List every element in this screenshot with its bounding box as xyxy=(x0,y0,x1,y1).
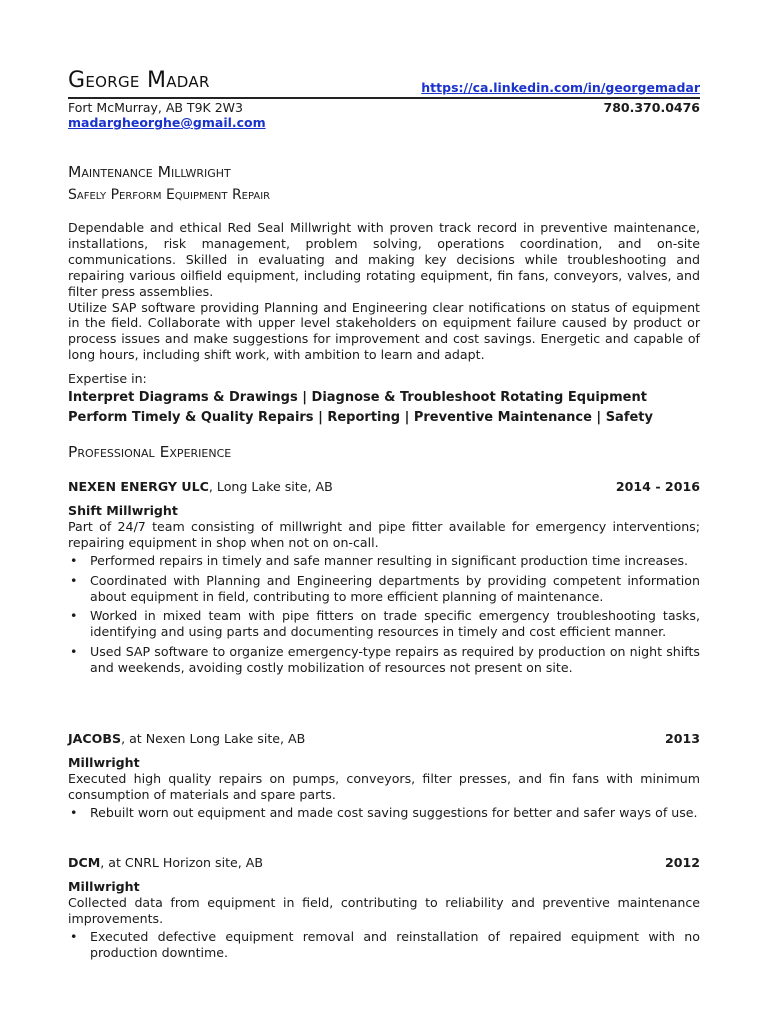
experience-heading: Professional Experience xyxy=(68,443,232,461)
expertise-line-2: Perform Timely & Quality Repairs | Reporting | Preventive Maintenance | Safety xyxy=(68,410,653,425)
job-bullets xyxy=(68,805,700,821)
job-description: Part of 24/7 team consisting of millwright and pipe fitter available for emergency interventions; repairing equipment in shop when not on on-call. xyxy=(68,518,700,550)
job-entry xyxy=(68,479,700,680)
candidate-name: George Madar xyxy=(68,68,210,93)
list-item xyxy=(68,573,700,605)
job-header xyxy=(68,855,700,873)
expertise-label: Expertise in: xyxy=(68,371,147,386)
job-years: 2013 xyxy=(664,731,700,746)
company-name: NEXEN ENERGY ULC xyxy=(68,479,209,494)
bullet-text: Used SAP software to organize emergency-type repairs as required by production on night shifts and weekends, avoiding costly mobilization of resources not present on site. xyxy=(90,644,700,676)
summary-paragraph-2: Utilize SAP software providing Planning and Engineering clear notifications on status of equipment in the field. Collaborate with upper level stakeholders on equipment failure caused by product or process issues and make suggestions for improvement and cost savings. Energetic and capable of long hours, including shift work, with ambition to learn and adapt. xyxy=(68,299,700,363)
company-location: , Long Lake site, AB xyxy=(208,479,333,494)
bullet-icon: • xyxy=(70,928,78,944)
linkedin-link[interactable]: https://ca.linkedin.com/in/georgemadar xyxy=(421,80,700,95)
job-entry xyxy=(68,855,700,965)
bullet-text: Rebuilt worn out equipment and made cost saving suggestions for better and safer ways of use. xyxy=(90,804,698,820)
list-item xyxy=(68,608,700,640)
list-item xyxy=(68,805,700,821)
job-header xyxy=(68,479,700,497)
job-subtitle: Safely Perform Equipment Repair xyxy=(68,187,271,203)
expertise-line-1: Interpret Diagrams & Drawings | Diagnose & Troubleshoot Rotating Equipment xyxy=(68,390,647,405)
bullet-icon: • xyxy=(70,608,78,624)
list-item xyxy=(68,644,700,676)
job-years: 2012 xyxy=(664,855,700,870)
summary-paragraph-1: Dependable and ethical Red Seal Millwright with proven track record in preventive maintenance, installations, risk management, problem solving, operations coordination, and on-site communications. Skilled in evaluating and making key decisions while troubleshooting and repairing various oilfield equipment, including rotating equipment, fin fans, conveyors, valves, and filter press assemblies. xyxy=(68,220,700,299)
job-header xyxy=(68,731,700,749)
header-divider xyxy=(68,97,700,99)
bullet-icon: • xyxy=(70,644,78,660)
bullet-icon: • xyxy=(70,804,78,820)
location: Fort McMurray, AB T9K 2W3 xyxy=(68,100,243,115)
job-role: Shift Millwright xyxy=(68,503,178,518)
job-bullets xyxy=(68,929,700,961)
phone-number: 780.370.0476 xyxy=(603,100,700,115)
list-item xyxy=(68,929,700,961)
job-role: Millwright xyxy=(68,755,140,770)
bullet-icon: • xyxy=(70,572,78,588)
bullet-text: Worked in mixed team with pipe fitters on trade specific emergency troubleshooting tasks, identifying and using parts and documenting resources in timely and cost efficient manner. xyxy=(90,608,700,640)
bullet-icon: • xyxy=(70,552,78,568)
bullet-text: Executed defective equipment removal and reinstallation of repaired equipment with no production downtime. xyxy=(90,928,700,960)
company-location: , at CNRL Horizon site, AB xyxy=(100,855,264,870)
list-item xyxy=(68,553,700,569)
company-location: , at Nexen Long Lake site, AB xyxy=(121,731,306,746)
bullet-text: Performed repairs in timely and safe manner resulting in significant production time increases. xyxy=(90,552,689,568)
job-entry xyxy=(68,731,700,825)
email-link[interactable]: madargheorghe@gmail.com xyxy=(68,115,266,130)
job-description: Collected data from equipment in field, contributing to reliability and preventive maintenance improvements. xyxy=(68,894,700,926)
job-role: Millwright xyxy=(68,879,140,894)
job-bullets xyxy=(68,553,700,676)
job-description: Executed high quality repairs on pumps, conveyors, filter presses, and fin fans with minimum consumption of materials and spare parts. xyxy=(68,770,700,802)
professional-summary xyxy=(68,220,700,363)
bullet-text: Coordinated with Planning and Engineering departments by providing competent information about equipment in field, contributing to more efficient planning of maintenance. xyxy=(90,572,700,604)
company-name: DCM xyxy=(68,855,101,870)
job-years: 2014 - 2016 xyxy=(615,479,700,494)
job-title-heading: Maintenance Millwright xyxy=(68,163,231,181)
company-name: JACOBS xyxy=(68,731,122,746)
